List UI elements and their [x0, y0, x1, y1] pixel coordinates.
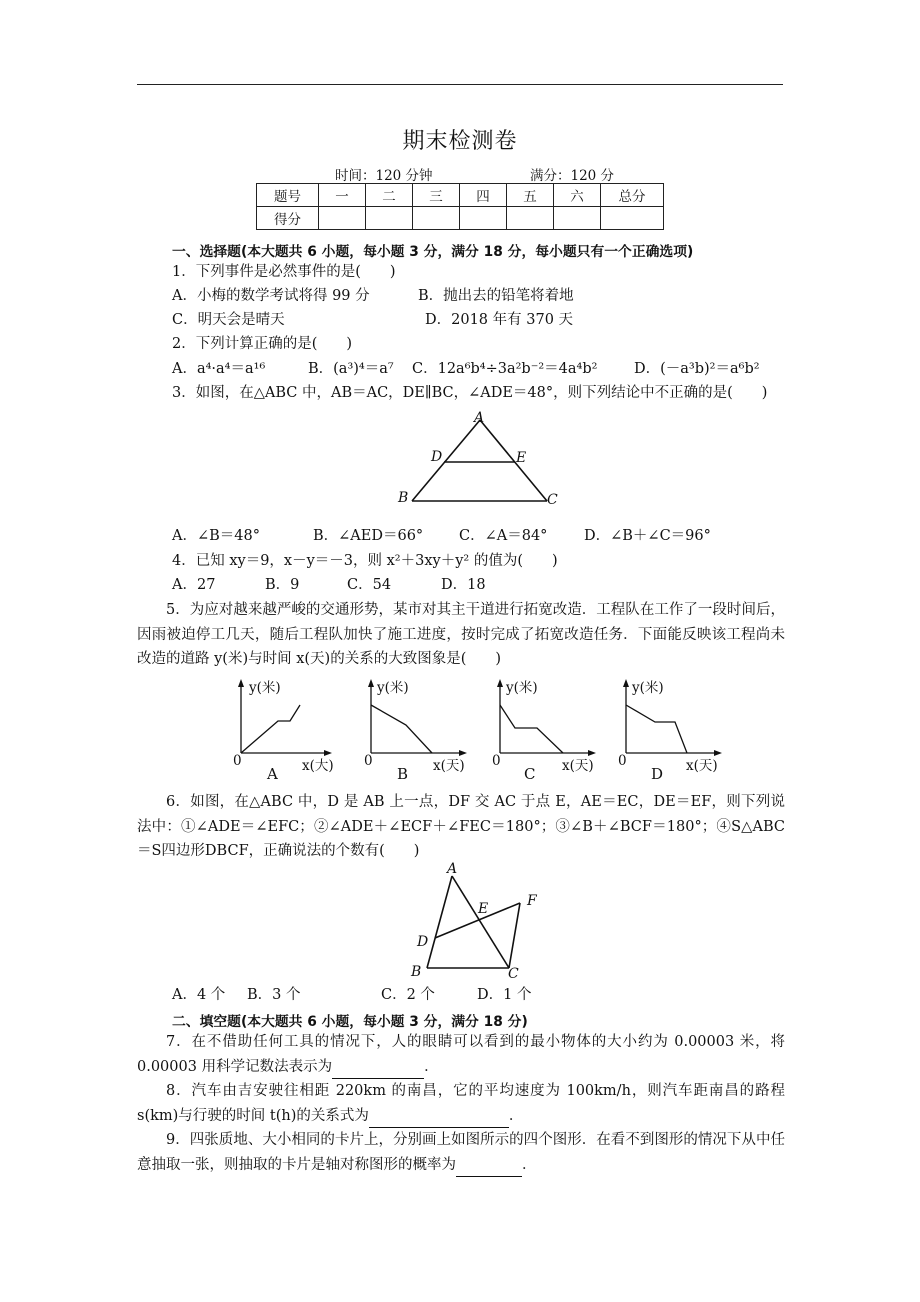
- q5-caption-b[interactable]: B: [397, 765, 409, 783]
- q5-graph-a-y-label: y(米): [249, 680, 281, 696]
- q2-option-b[interactable]: B．(a³)⁴＝a⁷: [308, 361, 394, 377]
- q5-graph-b: [358, 675, 473, 760]
- q6-stem: 6．如图，在△ABC 中，D 是 AB 上一点，DF 交 AC 于点 E，AE＝EC，DE＝EF，则下列说法中：①∠ADE＝∠EFC；②∠ADE＋∠ECF＋∠FEC＝180°；③∠B＋∠BCF＝180°；④S△ABC＝S四边形DBCF，正确说法的个数有( ): [137, 794, 785, 859]
- q5-caption-a[interactable]: A: [267, 765, 278, 783]
- q4-option-b[interactable]: B．9: [265, 577, 300, 593]
- header-cell: 五: [507, 184, 554, 207]
- q5-caption-d[interactable]: D: [651, 765, 664, 783]
- graph-c-line: [500, 705, 563, 753]
- score-table: [256, 183, 664, 230]
- q5-graph-d-origin: 0: [618, 753, 627, 769]
- q1-option-c[interactable]: C．明天会是晴天: [172, 312, 285, 328]
- q2-stem: 2．下列计算正确的是( ): [172, 336, 353, 352]
- page-title: 期末检测卷: [402, 129, 518, 154]
- header-cell: 二: [366, 184, 413, 207]
- exam-full-score: 满分：120 分: [530, 168, 615, 184]
- q1-option-a[interactable]: A．小梅的数学考试将得 99 分: [172, 288, 370, 304]
- q5-graph-d: [613, 675, 728, 760]
- q6-option-b[interactable]: B．3 个: [247, 987, 301, 1003]
- q5-graph-b-origin: 0: [364, 753, 373, 769]
- header-cell: 一: [319, 184, 366, 207]
- q1-stem: 1．下列事件是必然事件的是( ): [172, 264, 396, 280]
- q5-stem: 5．为应对越来越严峻的交通形势，某市对其主干道进行拓宽改造．工程队在工作了一段时间后，因雨被迫停工几天，随后工程队加快了施工进度，按时完成了拓宽改造任务．下面能反映该工程尚未改造的道路 y(米)与时间 x(天)的关系的大致图象是( ): [137, 602, 785, 667]
- q5-graph-a-x-label: x(大): [302, 758, 334, 774]
- q4-option-a[interactable]: A．27: [172, 577, 216, 593]
- exam-time: 时间：120 分钟: [335, 168, 433, 184]
- q5-graph-c-origin: 0: [492, 753, 501, 769]
- header-cell: 题号: [257, 184, 319, 207]
- score-cell[interactable]: [413, 207, 460, 230]
- q5-graph-c-x-label: x(天): [562, 758, 594, 774]
- q1-option-d[interactable]: D．2018 年有 370 天: [425, 312, 574, 328]
- graph-a-line: [241, 705, 300, 753]
- q3-stem: 3．如图，在△ABC 中，AB＝AC，DE∥BC，∠ADE＝48°，则下列结论中不正确的是( ): [172, 385, 768, 401]
- q8-stem: 8．汽车由吉安驶往相距 220km 的南昌，它的平均速度为 100km/h，则汽车距南昌的路程 s(km)与行驶的时间 t(h)的关系式为 ．: [137, 1079, 785, 1128]
- q5-graph-a: [228, 675, 338, 760]
- q3-option-c[interactable]: C．∠A＝84°: [459, 528, 548, 544]
- q4-option-d[interactable]: D．18: [441, 577, 486, 593]
- q5-graph-d-x-label: x(天): [686, 758, 718, 774]
- q3-label-a: A: [474, 410, 485, 426]
- q6-label-e: E: [478, 901, 489, 917]
- side-ac: [452, 876, 509, 968]
- q8-answer-blank[interactable]: [369, 1113, 509, 1128]
- header-cell: 三: [413, 184, 460, 207]
- q4-option-c[interactable]: C．54: [347, 577, 392, 593]
- score-table-header-row: [257, 184, 664, 207]
- q7-stem: 7．在不借助任何工具的情况下，人的眼睛可以看到的最小物体的大小约为 0.00003 米，将 0.00003 用科学记数法表示为 ．: [137, 1030, 785, 1079]
- q3-label-e: E: [516, 450, 527, 466]
- q5-graph-c-y-label: y(米): [506, 680, 538, 696]
- header-cell: 总分: [601, 184, 664, 207]
- q2-option-c[interactable]: C．12a⁶b⁴÷3a²b⁻²＝4a⁴b²: [412, 361, 598, 377]
- graph-d-line: [626, 705, 687, 753]
- score-cell[interactable]: [460, 207, 507, 230]
- side-ab: [412, 420, 480, 501]
- q6-label-c: C: [508, 966, 519, 982]
- header-cell: 四: [460, 184, 507, 207]
- q9-answer-blank[interactable]: [456, 1162, 522, 1177]
- q5-graph-c: [487, 675, 602, 760]
- q2-option-a[interactable]: A．a⁴·a⁴＝a¹⁶: [172, 361, 266, 377]
- q6-label-f: F: [527, 893, 537, 909]
- q5-graph-a-origin: 0: [233, 753, 242, 769]
- q7-answer-blank[interactable]: [332, 1064, 424, 1079]
- score-cell[interactable]: [601, 207, 664, 230]
- q3-option-d[interactable]: D．∠B＋∠C＝96°: [584, 528, 711, 544]
- q6-option-c[interactable]: C．2 个: [381, 987, 435, 1003]
- q6-triangle-figure: [405, 862, 545, 982]
- q5-graph-b-x-label: x(天): [433, 758, 465, 774]
- header-cell: 六: [554, 184, 601, 207]
- q3-option-a[interactable]: A．∠B＝48°: [172, 528, 260, 544]
- q3-label-d: D: [431, 449, 443, 465]
- score-cell[interactable]: [507, 207, 554, 230]
- section-2-heading: 二、填空题(本大题共 6 小题，每小题 3 分，满分 18 分): [172, 1014, 528, 1030]
- score-cell[interactable]: [319, 207, 366, 230]
- q3-option-b[interactable]: B．∠AED＝66°: [313, 528, 424, 544]
- score-cell[interactable]: [554, 207, 601, 230]
- q1-option-b[interactable]: B．抛出去的铅笔将着地: [418, 288, 574, 304]
- top-rule: [137, 84, 783, 85]
- score-table-score-row: [257, 207, 664, 230]
- segment-fc: [509, 903, 520, 968]
- q6-option-d[interactable]: D．1 个: [477, 987, 532, 1003]
- q5-caption-c[interactable]: C: [524, 765, 536, 783]
- side-ab: [427, 876, 452, 968]
- score-cell[interactable]: [366, 207, 413, 230]
- q3-label-b: B: [398, 490, 409, 506]
- q4-stem: 4．已知 xy＝9，x－y＝－3，则 x²＋3xy＋y² 的值为( ): [172, 553, 558, 569]
- q6-option-a[interactable]: A．4 个: [172, 987, 226, 1003]
- q6-label-a: A: [447, 861, 458, 877]
- row-label: 得分: [257, 207, 319, 230]
- section-1-heading: 一、选择题(本大题共 6 小题，每小题 3 分，满分 18 分，每小题只有一个正确选项): [172, 244, 694, 260]
- q2-option-d[interactable]: D．(－a³b)²＝a⁶b²: [634, 361, 760, 377]
- q6-label-b: B: [411, 964, 422, 980]
- graph-b-line: [371, 705, 432, 753]
- q5-graph-d-y-label: y(米): [632, 680, 664, 696]
- q5-graph-b-y-label: y(米): [377, 680, 409, 696]
- q3-label-c: C: [547, 492, 558, 508]
- side-ac: [480, 420, 547, 501]
- q6-label-d: D: [417, 934, 429, 950]
- q9-stem: 9．四张质地、大小相同的卡片上，分别画上如图所示的四个图形．在看不到图形的情况下从中任意抽取一张，则抽取的卡片是轴对称图形的概率为 ．: [137, 1128, 785, 1177]
